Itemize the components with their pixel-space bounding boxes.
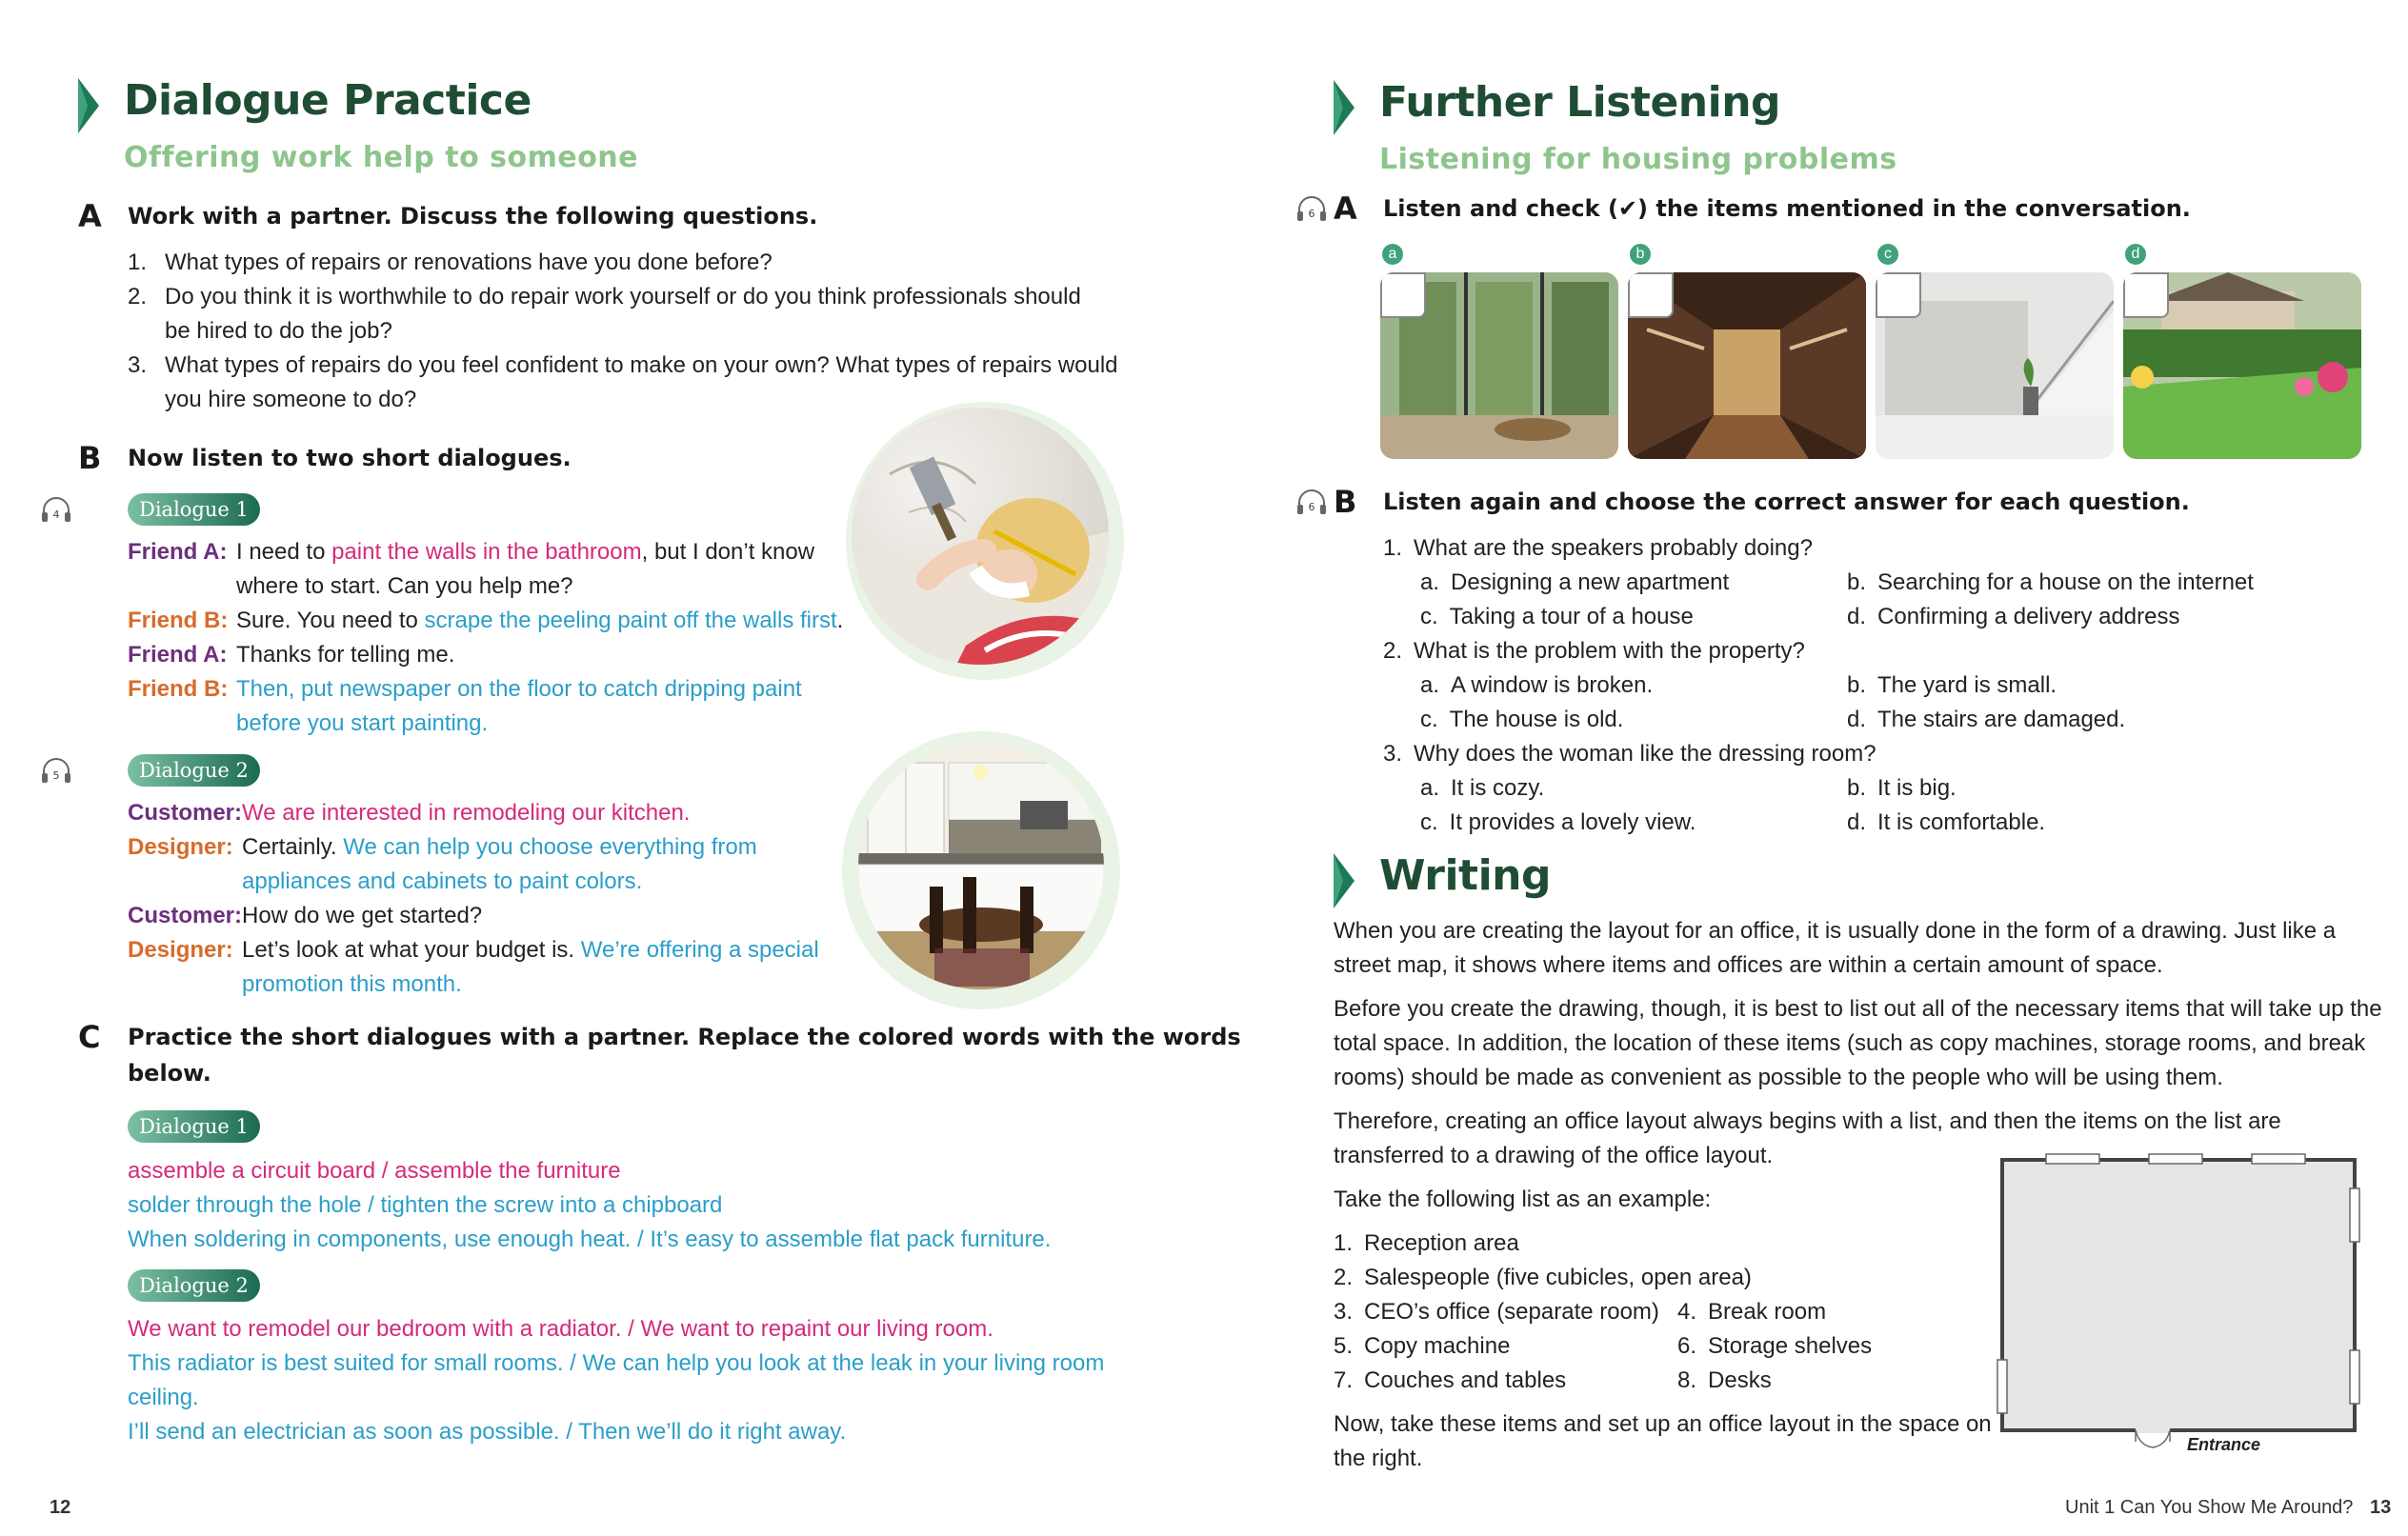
question-text: Do you think it is worthwhile to do repair work yourself or do you think professionals should <box>165 284 1081 309</box>
replacement-line: When soldering in components, use enough heat. / It’s easy to assemble flat pack furniture. <box>128 1227 1052 1252</box>
answer-option[interactable]: b. It is big. <box>1847 775 1956 801</box>
headphones-icon[interactable] <box>1295 194 1328 223</box>
page-subtitle: Listening for housing problems <box>1379 143 1897 176</box>
dialogue-line: promotion this month. <box>242 971 462 997</box>
writing-paragraph: When you are creating the layout for an office, it is usually done in the form of a drawing. Just like a <box>1334 918 2337 944</box>
dialogue-line: where to start. Can you help me? <box>236 573 573 599</box>
replacement-line: I’ll send an electrician as soon as possible. / Then we’ll do it right away. <box>128 1419 847 1445</box>
highlight-phrase: We’re offering a special <box>580 937 819 963</box>
answer-option[interactable]: d. It is comfortable. <box>1847 809 2046 835</box>
answer-option[interactable]: b. The yard is small. <box>1847 672 2057 698</box>
track-number: 4 <box>52 509 60 521</box>
answer-option[interactable]: b. Searching for a house on the internet <box>1847 569 2254 595</box>
question-number: 2. <box>128 284 148 309</box>
headphones-icon[interactable] <box>1295 488 1328 516</box>
question-number: 3. <box>128 352 148 378</box>
section-letter-c: C <box>78 1019 101 1055</box>
section-letter-a: A <box>1334 190 1357 227</box>
highlight-phrase: scrape the peeling paint off the walls first <box>424 608 837 633</box>
track-number: 5 <box>52 769 60 782</box>
list-item: 6. Storage shelves <box>1677 1333 1873 1359</box>
section-a-instruction: Work with a partner. Discuss the following questions. <box>128 203 818 229</box>
answer-option[interactable]: c. It provides a lovely view. <box>1420 809 1696 835</box>
replacement-line: This radiator is best suited for small rooms. / We can help you look at the leak in your living room <box>128 1350 1105 1376</box>
section-letter-b: B <box>1334 484 1357 520</box>
writing-paragraph: total space. In addition, the location of these items (such as copy machines, storage rooms, and break <box>1334 1030 2366 1056</box>
list-item: 5. Copy machine <box>1334 1333 1511 1359</box>
dialogue-line: Certainly. We can help you choose everything from <box>242 834 757 860</box>
answer-option[interactable]: d. Confirming a delivery address <box>1847 604 2180 629</box>
option-label: d <box>2125 244 2146 265</box>
section-b-instruction: Listen again and choose the correct answer for each question. <box>1383 489 2190 515</box>
headphones-icon[interactable] <box>40 495 72 524</box>
checkbox-c[interactable] <box>1876 272 1921 318</box>
replacement-line: We want to remodel our bedroom with a radiator. / We want to repaint our living room. <box>128 1316 993 1342</box>
speaker-designer: Designer: <box>128 937 233 963</box>
photo-living-room-windows <box>1380 272 1618 459</box>
option-label: a <box>1382 244 1403 265</box>
photo-garden-yard <box>2123 272 2361 459</box>
speaker-friend-b: Friend B: <box>128 676 229 702</box>
dialogue-line: Thanks for telling me. <box>236 642 455 668</box>
dialogue-1-pill: Dialogue 1 <box>128 1110 260 1143</box>
dialogue-line: How do we get started? <box>242 903 483 928</box>
answer-option[interactable]: a. It is cozy. <box>1420 775 1545 801</box>
replacement-line: assemble a circuit board / assemble the furniture <box>128 1158 621 1184</box>
section-c-instruction: below. <box>128 1060 211 1087</box>
question-text: 2. What is the problem with the property? <box>1383 638 1805 664</box>
dialogue-line: Let’s look at what your budget is. We’re offering a special <box>242 937 819 963</box>
dialogue-2-pill: Dialogue 2 <box>128 1269 260 1302</box>
question-text: 3. Why does the woman like the dressing room? <box>1383 741 1876 767</box>
writing-paragraph: Now, take these items and set up an office layout in the space on <box>1334 1411 1992 1437</box>
list-item: 4. Break room <box>1677 1299 1827 1325</box>
highlight-phrase: paint the walls in the bathroom <box>331 539 642 565</box>
list-item: 8. Desks <box>1677 1367 1772 1393</box>
option-label: b <box>1630 244 1651 265</box>
writing-paragraph: Take the following list as an example: <box>1334 1187 1712 1212</box>
page-title: Dialogue Practice <box>124 76 532 125</box>
checkbox-d[interactable] <box>2123 272 2169 318</box>
dialogue-line: before you start painting. <box>236 710 489 736</box>
option-label: c <box>1877 244 1898 265</box>
speaker-friend-a: Friend A: <box>128 642 228 668</box>
photo-staircase <box>1876 272 2114 459</box>
writing-paragraph: Before you create the drawing, though, it is best to list out all of the necessary items that will take up the <box>1334 996 2382 1022</box>
replacement-line: ceiling. <box>128 1385 199 1410</box>
kitchen-photo <box>858 744 1104 989</box>
list-item: 1. Reception area <box>1334 1230 1519 1256</box>
question-number: 1. <box>128 249 148 275</box>
question-text: What types of repairs or renovations have you done before? <box>165 249 773 275</box>
speaker-friend-a: Friend A: <box>128 539 228 565</box>
section-letter-a: A <box>78 198 102 234</box>
section-a-instruction: Listen and check (✔) the items mentioned in the conversation. <box>1383 195 2191 222</box>
checkbox-a[interactable] <box>1380 272 1426 318</box>
highlight-phrase: We can help you choose everything from <box>343 834 757 860</box>
speaker-friend-b: Friend B: <box>128 608 229 633</box>
speaker-designer: Designer: <box>128 834 233 860</box>
office-floor-plan[interactable] <box>1997 1150 2364 1453</box>
page-subtitle: Offering work help to someone <box>124 141 639 174</box>
dialogue-line: Then, put newspaper on the floor to catch dripping paint <box>236 676 802 702</box>
track-number: 6 <box>1308 208 1315 220</box>
page-number-right: 13 <box>2370 1497 2392 1518</box>
answer-option[interactable]: a. A window is broken. <box>1420 672 1654 698</box>
dialogue-line: Sure. You need to scrape the peeling paint off the walls first. <box>236 608 844 633</box>
list-item: 7. Couches and tables <box>1334 1367 1567 1393</box>
dialogue-2-pill: Dialogue 2 <box>128 754 260 787</box>
answer-option[interactable]: c. The house is old. <box>1420 707 1624 732</box>
writing-paragraph: street map, it shows where items and offices are within a certain amount of space. <box>1334 952 2163 978</box>
replacement-line: solder through the hole / tighten the screw into a chipboard <box>128 1192 723 1218</box>
photo-dressing-room <box>1628 272 1866 459</box>
question-text: be hired to do the job? <box>165 318 392 344</box>
dialogue-line: appliances and cabinets to paint colors. <box>242 868 643 894</box>
question-text: 1. What are the speakers probably doing? <box>1383 535 1813 561</box>
section-c-instruction: Practice the short dialogues with a partner. Replace the colored words with the words <box>128 1024 1241 1050</box>
answer-option[interactable]: d. The stairs are damaged. <box>1847 707 2126 732</box>
painter-photo <box>852 408 1109 665</box>
writing-paragraph: transferred to a drawing of the office layout. <box>1334 1143 1774 1168</box>
track-number: 6 <box>1308 501 1315 513</box>
writing-title: Writing <box>1379 851 1551 900</box>
speaker-customer: Customer: <box>128 800 243 826</box>
footer-unit-title: Unit 1 Can You Show Me Around? <box>2065 1497 2354 1518</box>
answer-option[interactable]: c. Taking a tour of a house <box>1420 604 1694 629</box>
section-flag-icon <box>1334 853 1354 908</box>
list-item: 3. CEO’s office (separate room) <box>1334 1299 1659 1325</box>
entrance-label: Entrance <box>2187 1435 2261 1454</box>
speaker-customer: Customer: <box>128 903 243 928</box>
page-number-left: 12 <box>50 1497 71 1518</box>
page-title: Further Listening <box>1379 78 1781 127</box>
section-flag-icon <box>1334 80 1354 135</box>
dialogue-line: I need to paint the walls in the bathroom, but I don’t know <box>236 539 815 565</box>
answer-option[interactable]: a. Designing a new apartment <box>1420 569 1730 595</box>
dialogue-line: We are interested in remodeling our kitchen. <box>242 800 691 826</box>
writing-paragraph: the right. <box>1334 1446 1423 1471</box>
writing-paragraph: Therefore, creating an office layout always begins with a list, and then the items on the list are <box>1334 1108 2281 1134</box>
question-text: What types of repairs do you feel confident to make on your own? What types of repairs would <box>165 352 1118 378</box>
list-item: 2. Salespeople (five cubicles, open area) <box>1334 1265 1752 1290</box>
question-text: you hire someone to do? <box>165 387 417 412</box>
dialogue-1-pill: Dialogue 1 <box>128 493 260 526</box>
section-letter-b: B <box>78 440 102 476</box>
section-b-instruction: Now listen to two short dialogues. <box>128 445 572 471</box>
headphones-icon[interactable] <box>40 756 72 785</box>
section-flag-icon <box>78 78 99 133</box>
checkbox-b[interactable] <box>1628 272 1674 318</box>
writing-paragraph: rooms) should be made as convenient as possible to the people who will be using them. <box>1334 1065 2223 1090</box>
